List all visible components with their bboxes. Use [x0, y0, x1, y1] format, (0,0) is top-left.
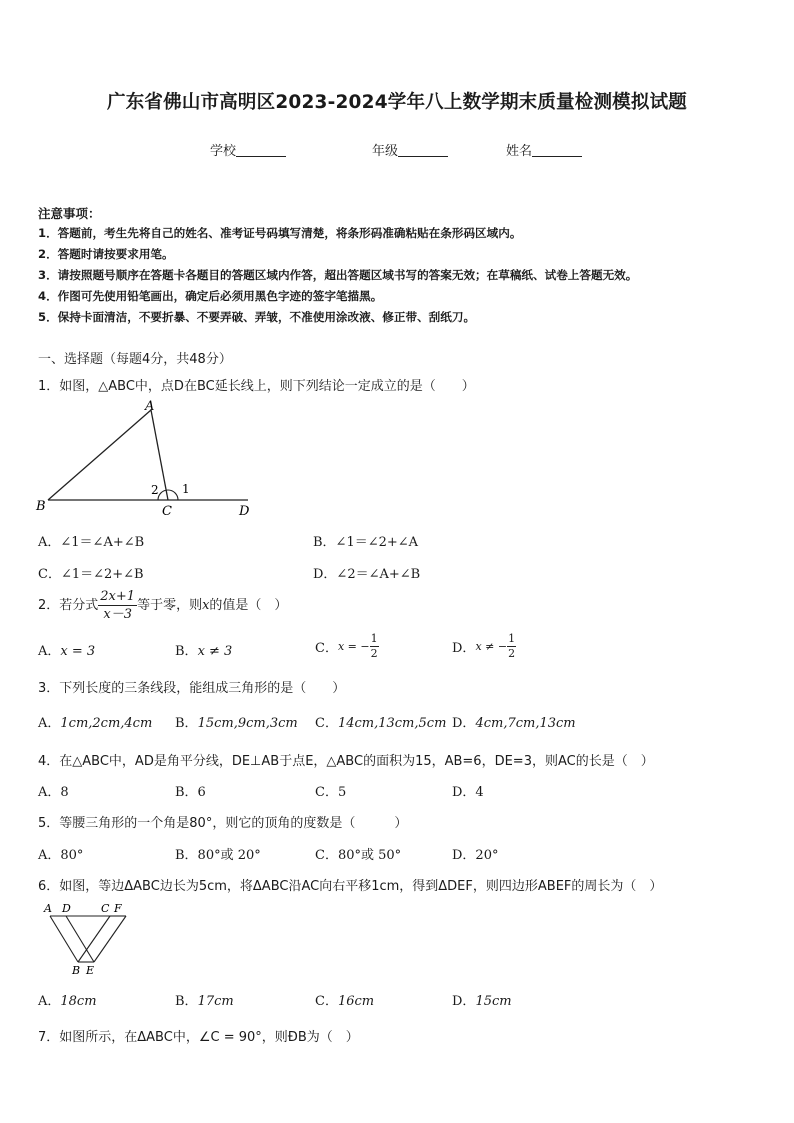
q1-option-d[interactable]: D．∠2＝∠A+∠B — [313, 567, 421, 582]
name-blank[interactable] — [532, 143, 582, 157]
option-expr: x = 3 — [60, 644, 96, 659]
q6-option-b[interactable] — [175, 990, 234, 1009]
option-value: 4cm,7cm,13cm — [475, 716, 576, 731]
q2-denominator: x－3 — [103, 607, 132, 622]
q4-option-c[interactable]: C．5 — [315, 785, 347, 800]
q6-label-e: E — [86, 964, 95, 977]
q4-option-d[interactable]: D．4 — [452, 785, 484, 800]
q1-angle-2: 2 — [151, 483, 159, 497]
q5-stem: 5．等腰三角形的一个角是80°，则它的顶角的度数是（ ） — [38, 816, 408, 831]
q5-option-a[interactable]: A．80° — [38, 848, 84, 863]
q6-label-a: A — [44, 902, 52, 915]
q4-option-a[interactable]: A．8 — [38, 785, 69, 800]
q5-option-b[interactable]: B．80°或 20° — [175, 848, 261, 863]
fraction-den: 2 — [508, 647, 516, 660]
option-value: 16cm — [337, 994, 375, 1009]
option-label: B． — [175, 716, 198, 731]
option-expr: x = − — [337, 640, 370, 653]
q2-option-c[interactable] — [315, 632, 379, 661]
q1-stem: 1．如图，△ABC中，点D在BC延长线上，则下列结论一定成立的是（ ） — [38, 379, 475, 394]
option-fraction — [507, 632, 516, 661]
q6-line-cb — [78, 916, 110, 962]
q2-suffix-a: 等于零，则 — [137, 598, 203, 613]
option-value: 17cm — [197, 994, 234, 1009]
q5-option-d[interactable]: D．20° — [452, 848, 499, 863]
option-label: D． — [452, 716, 476, 731]
note-item: 2．答题时请按要求用笔。 — [38, 247, 174, 261]
option-value: 14cm,13cm,5cm — [337, 716, 447, 731]
option-label: A． — [38, 716, 61, 731]
note-item: 3．请按照题号顺序在答题卡各题目的答题区域内作答，超出答题区域书写的答案无效；在草稿纸、试卷上答题无效。 — [38, 268, 638, 282]
q2-option-a[interactable] — [38, 640, 95, 659]
option-label: B． — [175, 644, 198, 659]
q3-option-d[interactable] — [452, 712, 576, 731]
q1-angle-1: 1 — [182, 482, 190, 496]
q1-option-c[interactable]: C．∠1＝∠2+∠B — [38, 567, 144, 582]
fraction-den: 2 — [370, 647, 378, 660]
q3-option-c[interactable] — [315, 712, 446, 731]
option-value: 15cm,9cm,3cm — [197, 716, 298, 731]
q6-stem: 6．如图，等边ΔABC边长为5cm，将ΔABC沿AC向右平移1cm，得到ΔDEF，则四边形ABEF的周长为（ ） — [38, 879, 663, 894]
q6-line-de — [66, 916, 94, 962]
q2-prefix: 2．若分式 — [38, 598, 99, 613]
q3-stem: 3．下列长度的三条线段，能组成三角形的是（ ） — [38, 681, 346, 696]
q1-figure — [34, 396, 264, 521]
option-label: C． — [315, 994, 338, 1009]
option-label: D． — [452, 641, 476, 656]
fraction-num: 1 — [370, 632, 378, 645]
option-label: C． — [315, 641, 338, 656]
q2-numerator: 2x+1 — [100, 589, 136, 604]
grade-label: 年级 — [372, 144, 399, 159]
option-label: A． — [38, 644, 61, 659]
q2-suffix-b: 的值是（ ） — [209, 598, 288, 613]
q1-line-ba — [48, 410, 151, 500]
q2-option-b[interactable] — [175, 640, 232, 659]
q6-line-fe — [94, 916, 126, 962]
q5-option-c[interactable]: C．80°或 50° — [315, 848, 402, 863]
option-expr: x ≠ − — [475, 640, 508, 653]
page-title: 广东省佛山市高明区2023-2024学年八上数学期末质量检测模拟试题 — [107, 92, 687, 113]
q1-label-c: C — [162, 504, 172, 519]
option-label: D． — [452, 994, 476, 1009]
option-fraction — [370, 632, 379, 661]
school-blank[interactable] — [236, 143, 286, 157]
q2-fraction — [98, 588, 137, 623]
school-field[interactable] — [210, 140, 286, 159]
q2-option-d[interactable] — [452, 632, 516, 661]
q6-label-f: F — [114, 902, 122, 915]
grade-blank[interactable] — [398, 143, 448, 157]
option-label: C． — [315, 716, 338, 731]
q2-stem — [38, 588, 287, 623]
school-label: 学校 — [210, 144, 237, 159]
q6-label-d: D — [62, 902, 71, 915]
q6-label-c: C — [101, 902, 110, 915]
option-value: 1cm,2cm,4cm — [60, 716, 153, 731]
q6-option-a[interactable] — [38, 990, 97, 1009]
q6-line-ab — [50, 916, 78, 962]
q1-label-d: D — [239, 504, 250, 519]
option-value: 15cm — [475, 994, 512, 1009]
q6-label-b: B — [72, 964, 81, 977]
q6-option-c[interactable] — [315, 990, 374, 1009]
note-item: 4．作图可先使用铅笔画出，确定后必须用黑色字迹的签字笔描黑。 — [38, 289, 383, 303]
q7-stem: 7．如图所示，在ΔABC中，∠C = 90°，则ÐB为（ ） — [38, 1030, 359, 1045]
q6-figure — [40, 900, 140, 980]
section-heading: 一、选择题（每题4分，共48分） — [38, 352, 232, 367]
q1-label-b: B — [36, 499, 46, 514]
q1-label-a: A — [145, 399, 155, 414]
option-label: B． — [175, 994, 198, 1009]
name-label: 姓名 — [506, 144, 533, 159]
name-field[interactable] — [506, 140, 582, 159]
option-label: A． — [38, 994, 61, 1009]
note-item: 5．保持卡面清洁，不要折暴、不要弄破、弄皱，不准使用涂改液、修正带、刮纸刀。 — [38, 310, 476, 324]
fraction-num: 1 — [508, 632, 516, 645]
q6-option-d[interactable] — [452, 990, 512, 1009]
q2-variable: x — [202, 598, 210, 613]
option-expr: x ≠ 3 — [197, 644, 233, 659]
q3-option-a[interactable] — [38, 712, 152, 731]
q4-option-b[interactable]: B．6 — [175, 785, 206, 800]
q1-option-a[interactable]: A．∠1＝∠A+∠B — [38, 535, 145, 550]
grade-field[interactable] — [372, 140, 448, 159]
note-item: 1．答题前，考生先将自己的姓名、准考证号码填写清楚，将条形码准确粘贴在条形码区域内。 — [38, 226, 522, 240]
q3-option-b[interactable] — [175, 712, 298, 731]
q1-option-b[interactable]: B．∠1＝∠2+∠A — [313, 535, 419, 550]
option-value: 18cm — [60, 994, 97, 1009]
notes-heading: 注意事项： — [38, 206, 101, 221]
q4-stem: 4．在△ABC中，AD是角平分线，DE⊥AB于点E，△ABC的面积为15，AB=6，DE=3，则AC的长是（ ） — [38, 754, 654, 769]
